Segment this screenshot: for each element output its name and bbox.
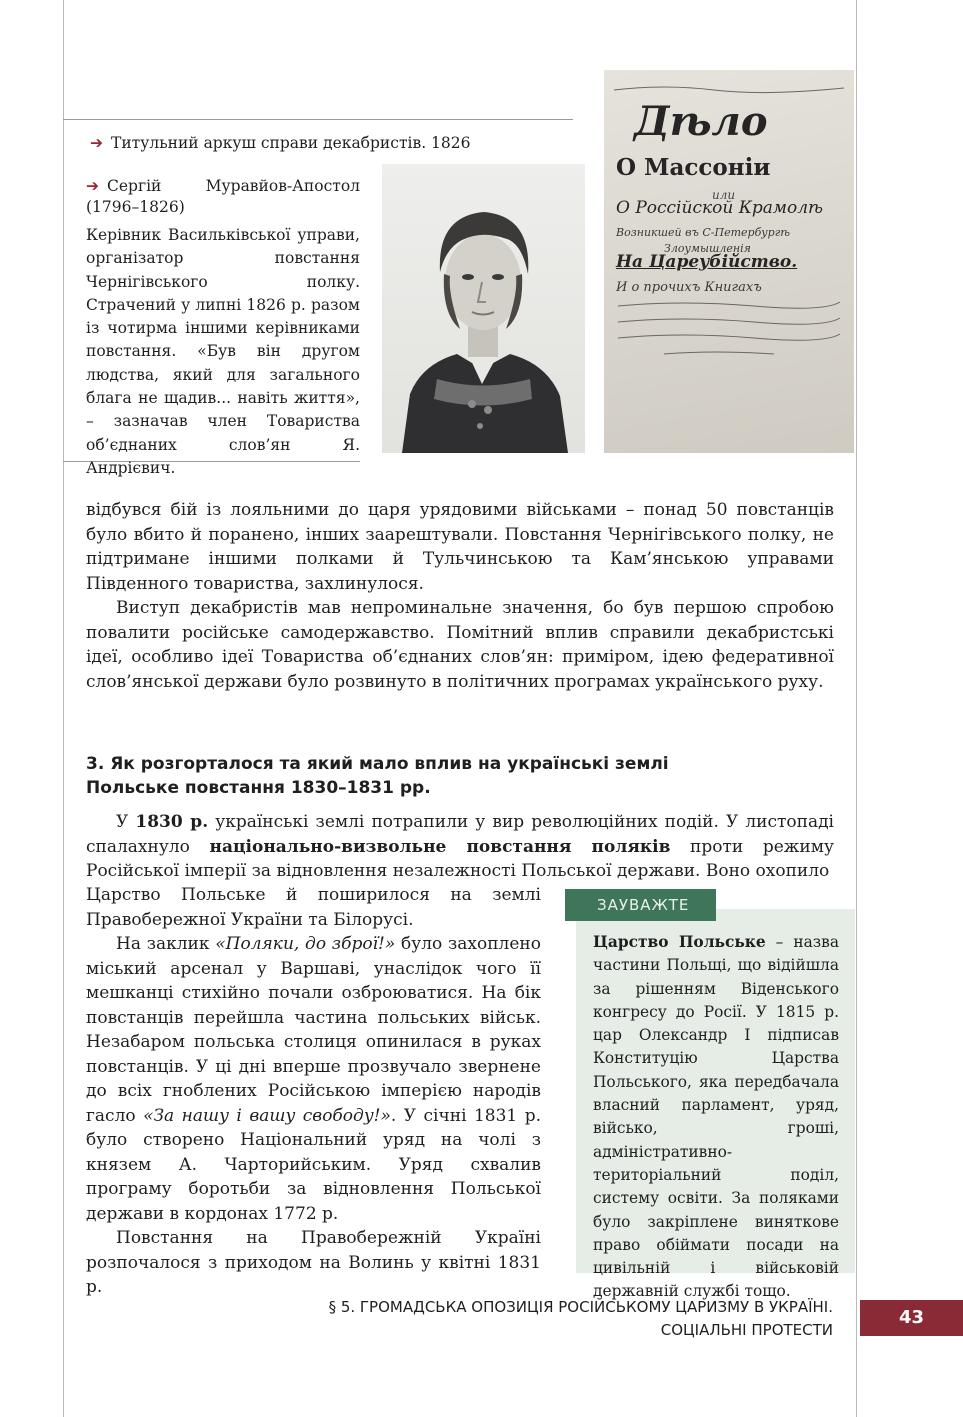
section-heading-3: 3. Як розгорталося та який мало вплив на українські землі Польське повстання 1830–1831 рр. <box>86 754 669 798</box>
note-box <box>576 909 855 1301</box>
paragraph-significance: Виступ декабристів мав непроминальне значення, бо був першою спробою повалити російське самодержавство. Помітний вплив справили декабристські ідеї, особливо ідеї Товариства об’єднаних слов’ян: приміром, ідею федеративної слов’янської держави було розвинуто в політичних програмах українського руху. <box>86 598 834 692</box>
portrait-description: Керівник Васильківської управи, організатор повстання Чернігівського полку. Страчений у липні 1826 р. разом із чотирма іншими керівниками повстання. «Був він другом людства, який для загального блага не щадив... навіть життя», – зазначав член Товариства об’єднаних слов’ян Я. Андрієвич. <box>86 226 360 477</box>
doc-line-knyhy: И о прочихъ Книгахъ <box>616 280 762 295</box>
doc-line-kramola: О Россiйской Крамолѣ <box>616 198 824 218</box>
doc-line-tsareubiistvo: На Цареубiйство. <box>616 252 798 272</box>
paragraph-volyn: Повстання на Правобережній Україні розпочалося з приходом на Волинь у квітні 1831 р. <box>86 1228 541 1297</box>
doc-line-massonii: О Массонiи <box>616 154 771 181</box>
paragraph-warsaw: На заклик «Поляки, до зброї!» було захоплено міський арсенал у Варшаві, унаслідок чого її мешканці стихійно почали озброюватися. На бік повстанців перейшла частина польських військ. Незабаром польська столиця опинилася в руках повстанців. У ці дні вперше прозвучало звернене до всіх гноблених Російською імперією народів гасло «За нашу і вашу свободу!». У січні 1831 р. було створено Національний уряд на чолі з князем А. Чарторийським. Уряд схвалив програму боротьби за відновлення Польської держави в кордонах 1772 р. <box>86 934 541 1224</box>
doc-word-dilo: Дѣло <box>634 98 768 145</box>
body-left-column <box>86 883 541 1300</box>
caption-top-rule <box>63 119 573 120</box>
right-margin-line <box>856 0 857 1417</box>
doc-line-ili: или <box>712 188 736 202</box>
arrow-right-icon: ➔ <box>86 177 99 195</box>
note-tag: ЗАУВАЖТЕ <box>565 889 716 921</box>
paragraph-battle: відбувся бій із лояльними до царя урядовими військами – понад 50 повстанців було вбито й поранено, інших заарештували. Повстання Чернігівського полку, не підтримане іншими полками й Тульчинською та Кам’янською управами Південного товариства, захлинулося. <box>86 500 834 594</box>
document-caption: ➔ Титульний аркуш справи декабристів. 1826 <box>90 134 471 152</box>
paragraph-1830: У 1830 р. українські землі потрапили у вир революційних подій. У листопаді спалахнуло національно-визвольне повстання поляків проти режиму Російської імперії за відновлення незалежності Польської держави. Воно охопило <box>86 812 834 881</box>
portrait-image <box>382 164 585 453</box>
page-number: 43 <box>860 1300 963 1336</box>
portrait-drawing <box>382 164 585 453</box>
doc-handwriting-lines <box>604 70 854 453</box>
doc-line-petersburg: Возникшей въ С-Петербургѣ <box>616 226 790 239</box>
paragraph-tsarstvo: Царство Польське й поширилося на землі Правобережної України та Білорусі. <box>86 885 541 930</box>
arrow-right-icon: ➔ <box>90 134 103 152</box>
doc-line-zlomyshl: Злоумышленiя <box>664 242 751 255</box>
decembrist-file-image <box>604 70 854 453</box>
portrait-name: ➔ Сергій Муравйов-Апостол <box>86 177 360 195</box>
portrait-caption <box>86 176 360 480</box>
portrait-years: (1796–1826) <box>86 198 185 216</box>
body-upper <box>86 498 834 694</box>
note-text: Царство Польське – назва частини Польщі, що відійшла за рішенням Віденського конгресу до Росії. У 1815 р. цар Олександр I підписав Конституцію Царства Польського, яка передбачала власний парламент, уряд, військо, гроші, адміністративно-територіальний поділ, систему освіти. За поляками було закріплене виняткове право обіймати посади на цивільній і військовій державній службі тощо. <box>593 933 839 1301</box>
running-footer: § 5. ГРОМАДСЬКА ОПОЗИЦІЯ РОСІЙСЬКОМУ ЦАРИЗМУ В УКРАЇНІ. СОЦІАЛЬНІ ПРОТЕСТИ <box>328 1298 833 1339</box>
left-margin-line <box>63 0 64 1417</box>
